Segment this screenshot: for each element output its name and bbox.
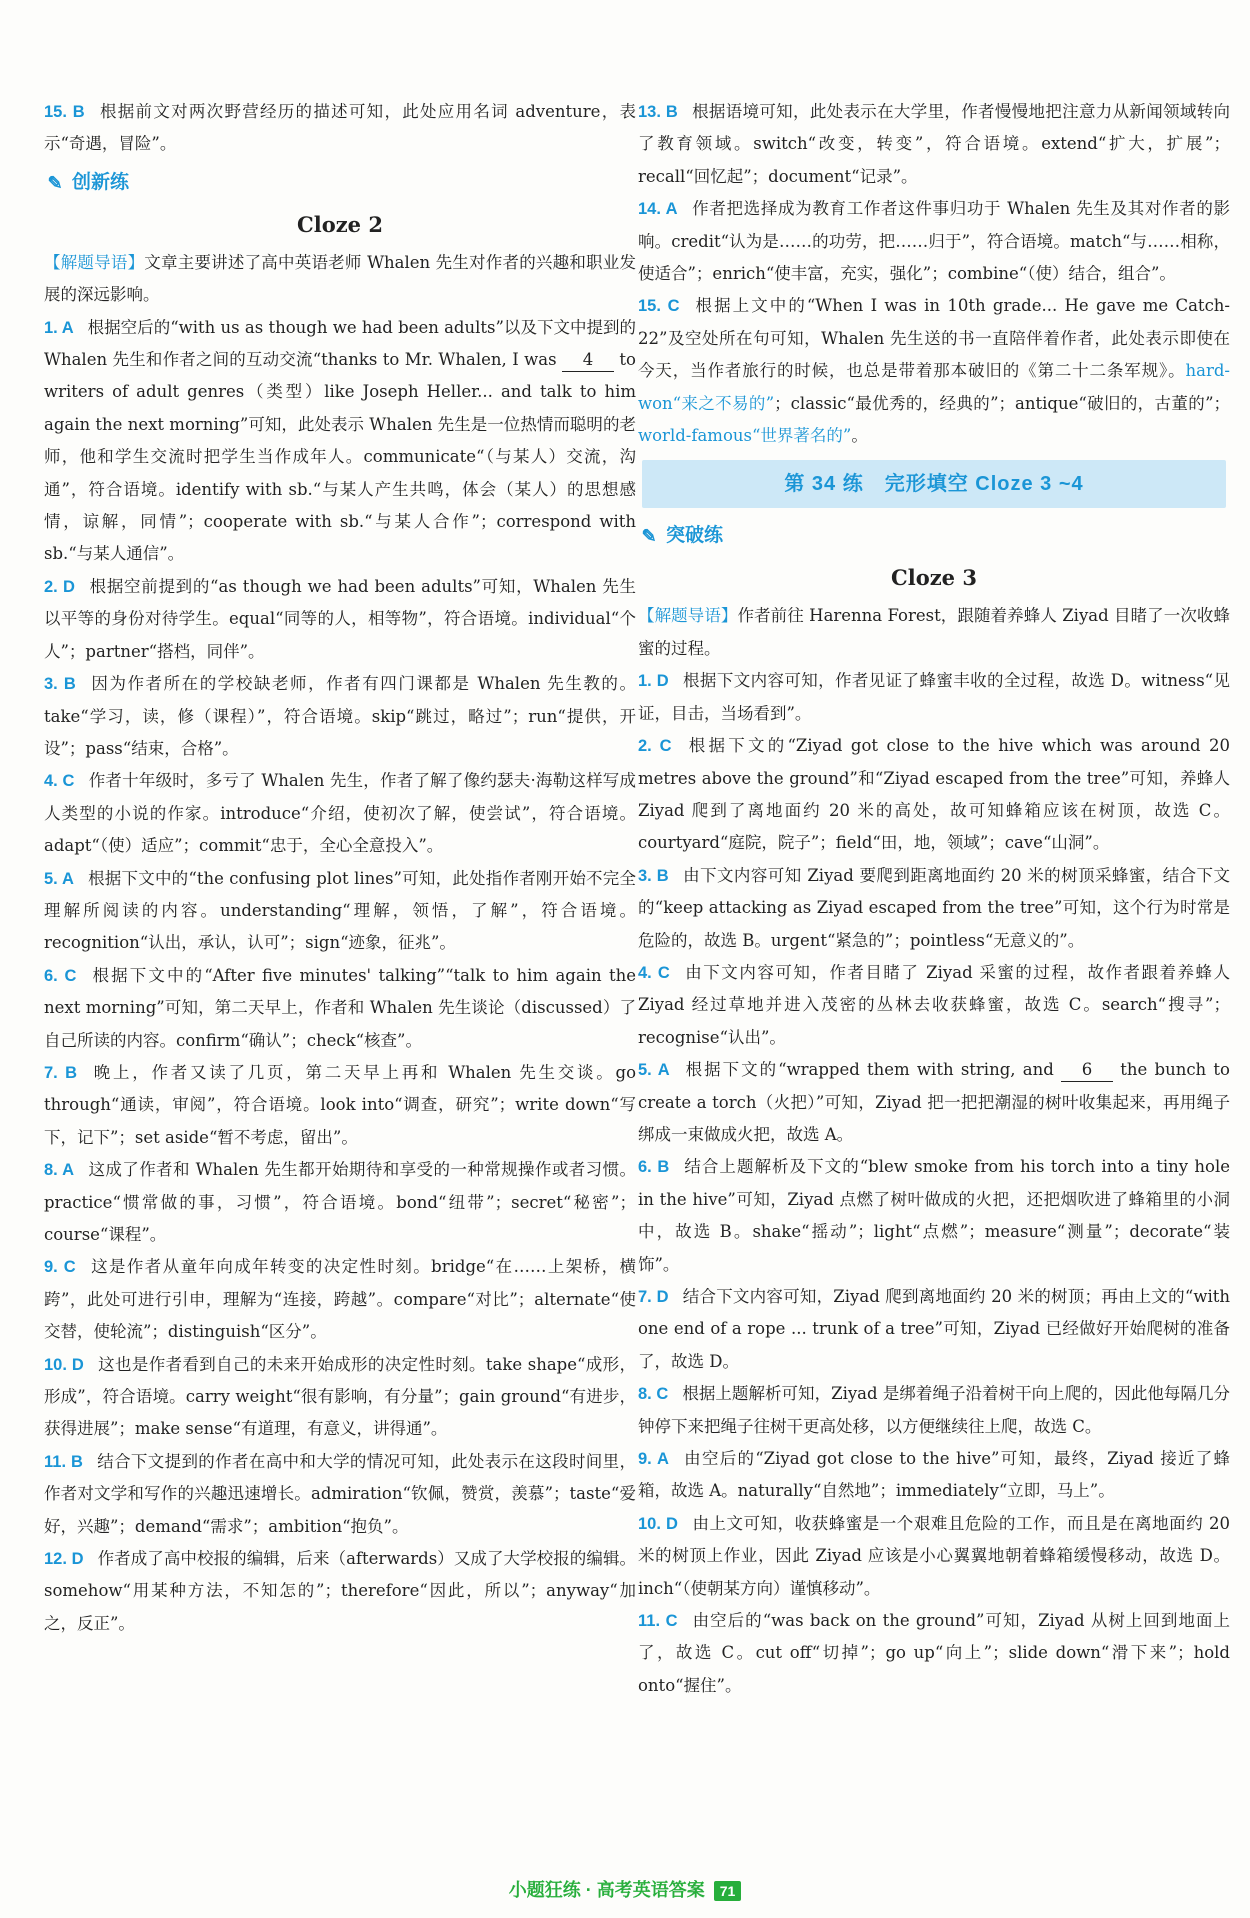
answer-explanation: 这是作者从童年向成年转变的决定性时刻。bridge“在……上架桥，横跨”，此处可进行引申，理解为“连接，跨越”。compare“对比”；alternate“使交替，使轮流”；distinguish“区分”。 [44, 1257, 636, 1342]
answer-explanation: 结合下文内容可知，Ziyad 爬到离地面约 20 米的树顶；再由上文的“with one end of a rope ... trunk of a tree”可知，Ziyad 已经做好开始爬树的准备了，故选 D。 [638, 1287, 1230, 1371]
answer-explanation: 结合上题解析及下文的“blew smoke from his torch into a tiny hole in the hive”可知，Ziyad 点燃了树叶做成的火把，还把烟吹进了蜂箱里的小洞中，故选 B。shake“摇动”；light“点燃”；measure“测量”；decorate“装饰”。 [638, 1157, 1231, 1274]
answer-explanation: 这成了作者和 Whalen 先生都开始期待和享受的一种常规操作或者习惯。practice“惯常做的事，习惯”，符合语境。bond“纽带”；secret“秘密”；course“课程”。 [44, 1160, 636, 1244]
answer-item [44, 1543, 636, 1640]
answer-number: 15. B [44, 103, 85, 121]
answer-number: 3. B [44, 675, 76, 694]
answer-number: 1. D [638, 672, 669, 691]
guide-paragraph [638, 600, 1230, 665]
answer-explanation: 作者成了高中校报的编辑，后来（afterwards）又成了大学校报的编辑。somehow“用某种方法，不知怎的”；therefore“因此，所以”；anyway“加之，反正”。 [44, 1549, 637, 1633]
answer-item [638, 1378, 1230, 1443]
cloze-title: Cloze 3 [891, 565, 977, 591]
answer-number: 6. C [44, 966, 77, 985]
answer-number: 6. B [638, 1158, 670, 1177]
answer-explanation: 根据下文中的“the confusing plot lines”可知，此处指作者刚开始不完全理解所阅读的内容。understanding“理解，领悟，了解”，符合语境。recognition“认出，承认，认可”；sign“迹象，征兆”。 [44, 868, 636, 953]
answer-item [44, 1446, 636, 1543]
guide-paragraph [44, 247, 636, 312]
answer-explanation: 晚上，作者又读了几页，第二天早上再和 Whalen 先生交谈。go through“通读，审阅”，符合语境。look into“调查，研究”；write down“写下，记下”；set aside“暂不考虑，留出”。 [44, 1062, 637, 1147]
left-column [44, 96, 636, 1640]
answer-item [638, 1054, 1230, 1151]
answer-explanation: 根据空前提到的“as though we had been adults”可知，Whalen 先生以平等的身份对待学生。equal“同等的人，相等物”，符合语境。individual“个人”；partner“搭档，同伴”。 [44, 576, 637, 661]
answer-item [638, 1281, 1230, 1378]
blank-number: 4 [562, 349, 614, 372]
practice-banner: 第 34 练 完形填空 Cloze 3 ~4 [642, 460, 1226, 508]
answer-item [638, 1508, 1230, 1605]
answer-explanation-cont: ；classic“最优秀的，经典的”；antique“破旧的，古董的”； [774, 393, 1231, 413]
answer-item [638, 290, 1230, 452]
answer-explanation-cont: 。 [851, 426, 868, 446]
answer-explanation: 根据上题解析可知，Ziyad 是绑着绳子沿着树干向上爬的，因此他每隔几分钟停下来把绳子往树干更高处移，以方便继续往上爬，故选 C。 [638, 1384, 1230, 1436]
answer-explanation: 作者把选择成为教育工作者这件事归功于 Whalen 先生及其对作者的影响。credit“认为是……的功劳，把……归于”，符合语境。match“与……相称，使适合”；enrich“使丰富，充实，强化”；combine“（使）结合，组合”。 [638, 199, 1230, 284]
answer-item [44, 863, 636, 960]
answer-item [638, 665, 1230, 730]
answer-explanation: 由下文内容可知 Ziyad 要爬到距离地面约 20 米的树顶采蜂蜜，结合下文的“keep attacking as Ziyad escaped from the tree”可知，这个行为时常是危险的，故选 B。urgent“紧急的”；pointless“无意义的”。 [638, 865, 1230, 950]
answer-item [44, 668, 636, 765]
highlight-option: world-famous“世界著名的” [638, 426, 852, 446]
answer-item [638, 1151, 1230, 1281]
highlight-option: hard-won“来之不易的” [638, 361, 1230, 413]
answer-explanation: 根据下文中的“After five minutes' talking”“talk to him again the next morning”可知，第二天早上，作者和 Whalen 先生谈论（discussed）了自己所读的内容。confirm“确认”；check“核查”。 [44, 965, 636, 1050]
answer-explanation-cont: the bunch to create a torch（火把）”可知，Ziyad 把一把把潮湿的树叶收集起来，再用绳子绑成一束做成火把，故选 A。 [638, 1060, 1230, 1144]
answer-item [638, 96, 1230, 193]
answer-number: 8. A [44, 1161, 75, 1180]
answer-number: 11. C [638, 1612, 678, 1631]
answer-number: 7. D [638, 1288, 669, 1306]
answer-item [44, 1057, 636, 1154]
section-title: 突破练 [666, 525, 724, 547]
answer-explanation: 根据空后的“with us as though we had been adults”以及下文中提到的 Whalen 先生和作者之间的互动交流“thanks to Mr. Whalen, I was [44, 317, 636, 370]
answer-item [638, 860, 1230, 957]
creative-icon: ✎ [47, 172, 63, 193]
section-heading [638, 516, 1230, 556]
answer-item [44, 765, 636, 862]
answer-explanation: 根据下文内容可知，作者见证了蜂蜜丰收的全过程，故选 D。witness“见证，目击，当场看到”。 [638, 671, 1230, 723]
answer-explanation: 由空后的“Ziyad got close to the hive”可知，最终，Ziyad 接近了蜂箱，故选 A。naturally“自然地”；immediately“立即，马上”。 [638, 1449, 1231, 1501]
answer-item [638, 1443, 1230, 1508]
answer-explanation: 根据下文的“wrapped them with string, and [683, 1060, 1062, 1080]
answer-number: 2. D [44, 577, 75, 596]
answer-number: 11. B [44, 1452, 83, 1471]
answer-number: 10. D [44, 1355, 84, 1374]
answer-item [44, 960, 636, 1057]
answer-number: 7. B [44, 1063, 78, 1082]
answer-item [638, 193, 1230, 290]
answer-item [44, 312, 636, 571]
answer-number: 15. C [638, 297, 680, 316]
answer-item [44, 1251, 636, 1348]
answer-item [44, 1154, 636, 1251]
answer-number: 14. A [638, 200, 678, 219]
answer-explanation: 作者十年级时，多亏了 Whalen 先生，作者了解了像约瑟夫·海勒这样写成人类型的小说的作家。introduce“介绍，使初次了解，使尝试”，符合语境。adapt“（使）适应”；commit“忠于，全心全意投入”。 [44, 771, 637, 856]
answer-number: 9. A [638, 1450, 669, 1469]
answer-number: 4. C [638, 963, 670, 982]
blank-number: 6 [1061, 1059, 1113, 1082]
answer-number: 5. A [44, 869, 74, 888]
answer-explanation: 根据语境可知，此处表示在大学里，作者慢慢地把注意力从新闻领域转向了教育领域。switch“改变，转变”，符合语境。extend“扩大，扩展”；recall“回忆起”；document“记录”。 [638, 102, 1231, 186]
answer-number: 4. C [44, 772, 75, 791]
footer-title: 小题狂练 · 高考英语答案 [508, 1880, 705, 1900]
answer-number: 12. D [44, 1550, 84, 1569]
answer-item [638, 730, 1230, 860]
answer-explanation: 根据前文对两次野营经历的描述可知，此处应用名词 adventure，表示“奇遇，冒险”。 [44, 102, 636, 154]
answer-explanation: 由下文内容可知，作者目睹了 Ziyad 采蜜的过程，故作者跟着养蜂人 Ziyad 经过草地并进入茂密的丛林去收获蜂蜜，故选 C。search“搜寻”；recognise“认出”。 [638, 962, 1231, 1047]
answer-number: 10. D [638, 1514, 678, 1533]
answer-item [44, 1349, 636, 1446]
answer-explanation: 这也是作者看到自己的未来开始成形的决定性时刻。take shape“成形，形成”，符合语境。carry weight“很有影响，有分量”；gain ground“有进步，获得进展”；make sense“有道理，有意义，讲得通”。 [44, 1354, 636, 1439]
guide-label: 【解题导语】 [638, 606, 738, 626]
answer-explanation-cont: to writers of adult genres（类型）like Joseph Heller... and talk to him again the next morning”可知，此处表示 Whalen 先生是一位热情而聪明的老师，他和学生交流时把学生当作成年人。communicate“（与某人）交流，沟通”，符合语境。identify with sb.“与某人产生共鸣，体会（某人）的思想感情，谅解，同情”；cooperate with sb.“与某人合作”；correspond with sb.“与某人通信”。 [44, 350, 636, 564]
answer-item [44, 96, 636, 161]
answer-number: 8. C [638, 1385, 669, 1404]
answer-item [638, 957, 1230, 1054]
answer-explanation: 根据上文中的“When I was in 10th grade... He gave me Catch-22”及空处所在句可知，Whalen 先生送的书一直陪伴着作者，此处表示即使在今天，当作者旅行的时候，也总是带着那本破旧的《第二十二条军规》。 [638, 296, 1231, 381]
answer-item [638, 1605, 1230, 1702]
answer-explanation: 由上文可知，收获蜂蜜是一个艰难且危险的工作，而且是在离地面约 20 米的树顶上作业，因此 Ziyad 应该是小心翼翼地朝着蜂箱缓慢移动，故选 D。inch“（使朝某方向）谨慎移动”。 [638, 1513, 1230, 1598]
page-footer [0, 1876, 1250, 1902]
answer-number: 1. A [44, 318, 74, 337]
answer-number: 2. C [638, 737, 672, 756]
guide-text: 作者前往 Harenna Forest，跟随着养蜂人 Ziyad 目睹了一次收蜂蜜的过程。 [638, 606, 1230, 658]
cloze-title: Cloze 2 [297, 211, 383, 237]
answer-explanation: 因为作者所在的学校缺老师，作者有四门课都是 Whalen 先生教的。take“学习，读，修（课程）”，符合语境。skip“跳过，略过”；run“提供，开设”；pass“结束，合格”。 [44, 674, 636, 758]
right-column [638, 96, 1230, 1702]
guide-text: 文章主要讲述了高中英语老师 Whalen 先生对作者的兴趣和职业发展的深远影响。 [44, 252, 636, 305]
guide-label: 【解题导语】 [44, 252, 145, 272]
answer-explanation: 结合下文提到的作者在高中和大学的情况可知，此处表示在这段时间里，作者对文学和写作的兴趣迅速增长。admiration“钦佩，赞赏，羡慕”；taste“爱好，兴趣”；demand“需求”；ambition“抱负”。 [44, 1451, 636, 1536]
answer-number: 5. A [638, 1061, 670, 1080]
section-title: 创新练 [72, 171, 130, 193]
pencil-icon: ✎ [641, 526, 657, 547]
page-number: 71 [714, 1881, 742, 1901]
answer-item [44, 571, 636, 668]
answer-number: 9. C [44, 1258, 76, 1277]
answer-explanation: 由空后的“was back on the ground”可知，Ziyad 从树上回到地面上了，故选 C。cut off“切掉”；go up“向上”；slide down“滑下来”；hold onto“握住”。 [638, 1611, 1231, 1695]
answer-number: 13. B [638, 103, 678, 121]
answer-explanation: 根据下文的“Ziyad got close to the hive which was around 20 metres above the ground”和“Ziyad escaped from the tree”可知，养蜂人 Ziyad 爬到了离地面约 20 米的高处，故可知蜂箱应该在树顶，故选 C。courtyard“庭院，院子”；field“田，地，领域”；cave“山洞”。 [638, 736, 1230, 853]
answer-number: 3. B [638, 866, 669, 885]
section-heading [44, 163, 636, 203]
